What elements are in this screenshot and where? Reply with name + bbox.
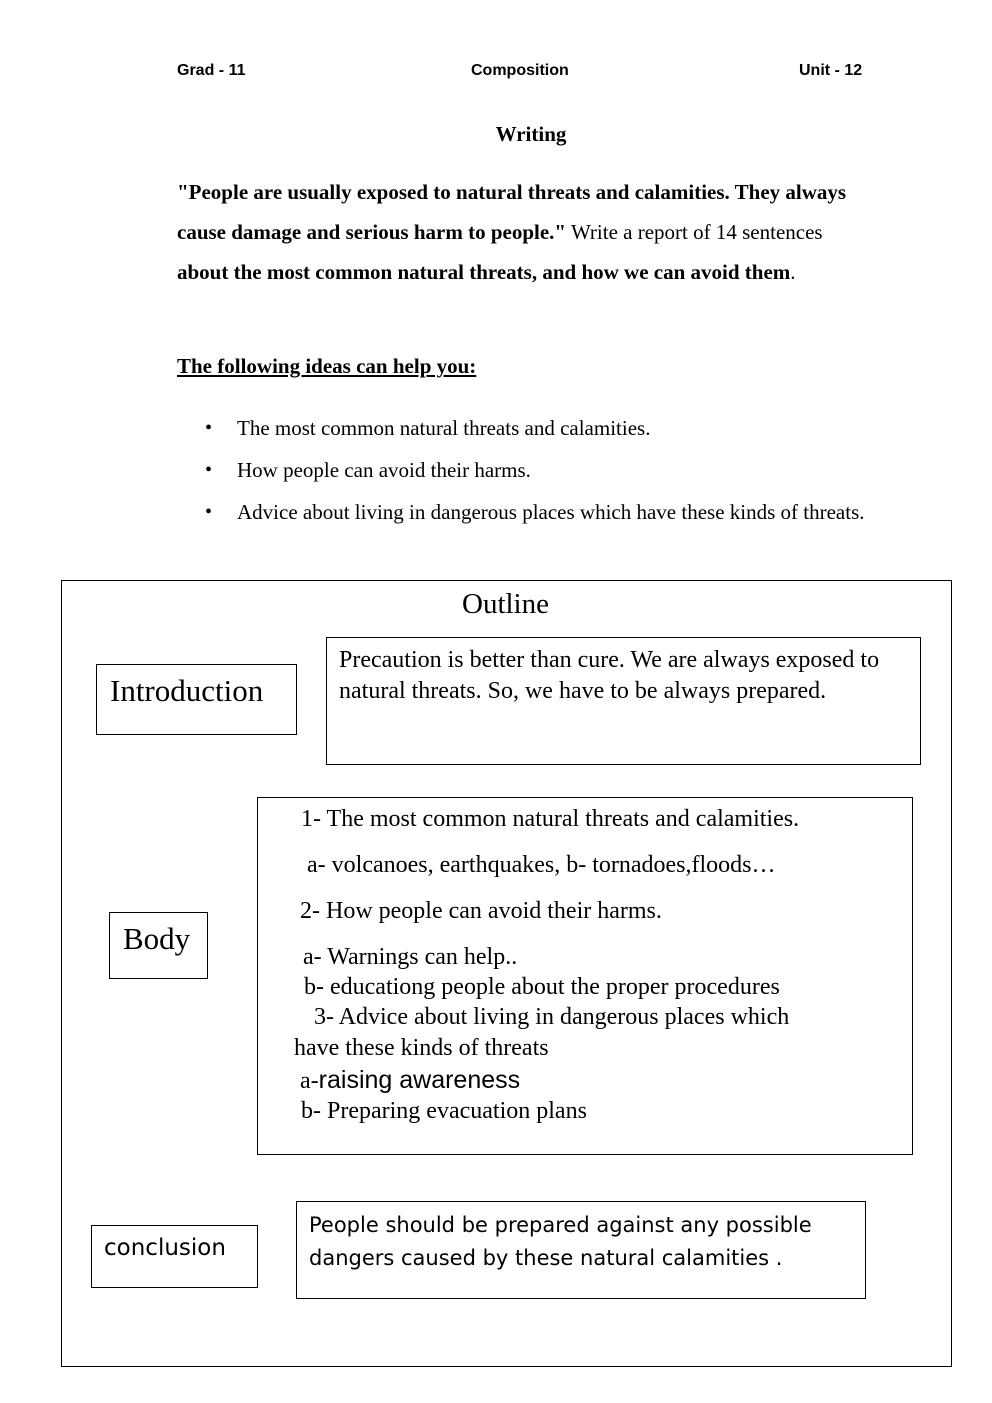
body-line: a- Warnings can help.. (303, 944, 518, 970)
ideas-list (205, 408, 895, 534)
conclusion-text: People should be prepared against any possible dangers caused by these natural calamities . (296, 1201, 866, 1299)
body-line (300, 1066, 520, 1095)
body-box (257, 797, 913, 1155)
page-title: Writing (495, 122, 567, 146)
grade-label: Grad - 11 (177, 62, 246, 79)
body-line-emphasis: raising awareness (318, 1066, 521, 1094)
body-line: b- educationg people about the proper procedures (304, 974, 780, 1000)
unit-label: Unit - 12 (799, 62, 863, 79)
outline-title: Outline (462, 588, 549, 620)
prompt-quote: "People are usually exposed to natural threats and calamities. They always cause damage and serious harm to people." (177, 180, 847, 244)
body-line: 2- How people can avoid their harms. (300, 898, 662, 924)
list-item: • Advice about living in dangerous places which have these kinds of threats. (205, 492, 895, 532)
body-label: Body (109, 912, 208, 979)
body-line-prefix: a- (300, 1068, 319, 1094)
writing-prompt (177, 172, 877, 292)
helper-heading: The following ideas can help you: (177, 354, 477, 378)
list-item: • The most common natural threats and calamities. (205, 408, 895, 448)
body-line: have these kinds of threats (294, 1035, 549, 1061)
list-item: • How people can avoid their harms. (205, 450, 895, 490)
body-line: 1- The most common natural threats and calamities. (301, 806, 800, 832)
introduction-text: Precaution is better than cure. We are always exposed to natural threats. So, we have to be always prepared. (326, 637, 921, 765)
prompt-instruction-bold: about the most common natural threats, and how we can avoid them (177, 260, 791, 284)
body-line: a- volcanoes, earthquakes, b- tornadoes,floods… (307, 852, 776, 878)
introduction-label: Introduction (96, 664, 297, 735)
subject-label: Composition (471, 62, 569, 79)
prompt-instruction-end: . (790, 260, 796, 284)
body-line: b- Preparing evacuation plans (301, 1098, 587, 1124)
conclusion-label: conclusion (91, 1225, 258, 1288)
prompt-instruction: Write a report of 14 sentences (566, 220, 823, 244)
body-line: 3- Advice about living in dangerous places which (314, 1004, 790, 1030)
